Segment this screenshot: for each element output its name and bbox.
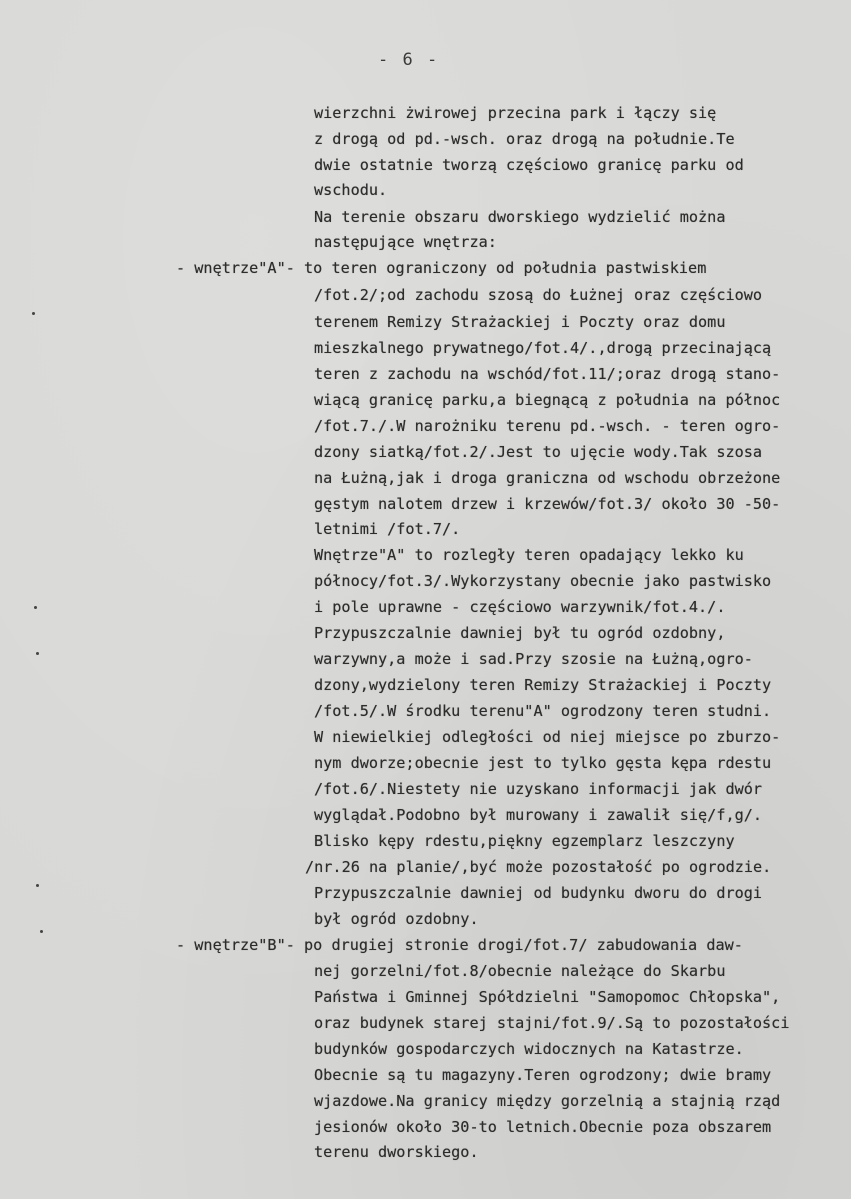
text-line: gęstym nalotem drzew i krzewów/fot.3/ około 30 -50-: [314, 495, 781, 513]
text-line: jesionów około 30-to letnich.Obecnie poza obszarem: [314, 1118, 772, 1136]
text-line: wjazdowe.Na granicy między gorzelnią a stajnią rząd: [314, 1092, 781, 1110]
margin-speck: [36, 652, 39, 655]
text-line: Przypuszczalnie dawniej był tu ogród ozdobny,: [314, 624, 726, 642]
text-line: następujące wnętrza:: [314, 233, 497, 251]
text-line: /fot.7./.W narożniku terenu pd.-wsch. - teren ogro-: [314, 417, 781, 435]
text-line: dzony,wydzielony teren Remizy Strażackiej i Poczty: [314, 676, 772, 694]
text-line: i pole uprawne - częściowo warzywnik/fot.4./.: [314, 598, 726, 616]
page-number: - 6 -: [378, 50, 440, 70]
text-line: /fot.2/;od zachodu szosą do Łużnej oraz częściowo: [314, 286, 763, 304]
text-line: W niewielkiej odległości od niej miejsce po zburzo-: [314, 728, 781, 746]
text-line: wyglądał.Podobno był murowany i zawalił się/f,g/.: [314, 806, 763, 824]
text-line: wiącą granicę parku,a biegnącą z południa na północ: [314, 391, 781, 409]
text-line: z drogą od pd.-wsch. oraz drogą na południe.Te: [314, 130, 735, 148]
text-line: Obecnie są tu magazyny.Teren ogrodzony; dwie bramy: [314, 1066, 772, 1084]
text-line: /fot.6/.Niestety nie uzyskano informacji jak dwór: [314, 780, 763, 798]
text-line: dzony siatką/fot.2/.Jest to ujęcie wody.Tak szosa: [314, 443, 763, 461]
text-line: był ogród ozdobny.: [314, 910, 479, 928]
text-line: - wnętrze"B"- po drugiej stronie drogi/fot.7/ zabudowania daw-: [176, 936, 743, 954]
text-line: mieszkalnego prywatnego/fot.4/.,drogą przecinającą: [314, 339, 772, 357]
text-line: wschodu.: [314, 181, 388, 199]
text-line: północy/fot.3/.Wykorzystany obecnie jako pastwisko: [314, 572, 772, 590]
margin-speck: [34, 606, 37, 609]
text-line: wierzchni żwirowej przecina park i łączy się: [314, 104, 717, 122]
text-line: Wnętrze"A" to rozległy teren opadający lekko ku: [314, 546, 744, 564]
text-line: Przypuszczalnie dawniej od budynku dworu do drogi: [314, 884, 763, 902]
text-line: Na terenie obszaru dworskiego wydzielić można: [314, 208, 726, 226]
margin-speck: [32, 312, 35, 315]
text-line: warzywny,a może i sad.Przy szosie na Łużną,ogro-: [314, 650, 753, 668]
text-line: na Łużną,jak i droga graniczna od wschodu obrzeżone: [314, 469, 781, 487]
text-line: terenem Remizy Strażackiej i Poczty oraz domu: [314, 313, 726, 331]
text-line: nym dworze;obecnie jest to tylko gęsta kępa rdestu: [314, 754, 772, 772]
margin-speck: [40, 930, 43, 933]
text-line: Państwa i Gminnej Spółdzielni "Samopomoc Chłopska",: [314, 988, 781, 1006]
text-line: letnimi /fot.7/.: [314, 520, 461, 538]
text-line: teren z zachodu na wschód/fot.11/;oraz drogą stano-: [314, 365, 781, 383]
text-line: - wnętrze"A"- to teren ograniczony od południa pastwiskiem: [176, 259, 707, 277]
margin-speck: [36, 884, 39, 887]
text-line: terenu dworskiego.: [314, 1143, 479, 1161]
text-line: Blisko kępy rdestu,piękny egzemplarz leszczyny: [314, 832, 735, 850]
text-line: /fot.5/.W środku terenu"A" ogrodzony teren studni.: [314, 702, 772, 720]
text-line: dwie ostatnie tworzą częściowo granicę parku od: [314, 156, 744, 174]
text-line: /nr.26 na planie/,być może pozostałość po ogrodzie.: [305, 858, 772, 876]
text-line: budynków gospodarczych widocznych na Katastrze.: [314, 1040, 744, 1058]
text-line: nej gorzelni/fot.8/obecnie należące do Skarbu: [314, 962, 726, 980]
text-line: oraz budynek starej stajni/fot.9/.Są to pozostałości: [314, 1014, 790, 1032]
